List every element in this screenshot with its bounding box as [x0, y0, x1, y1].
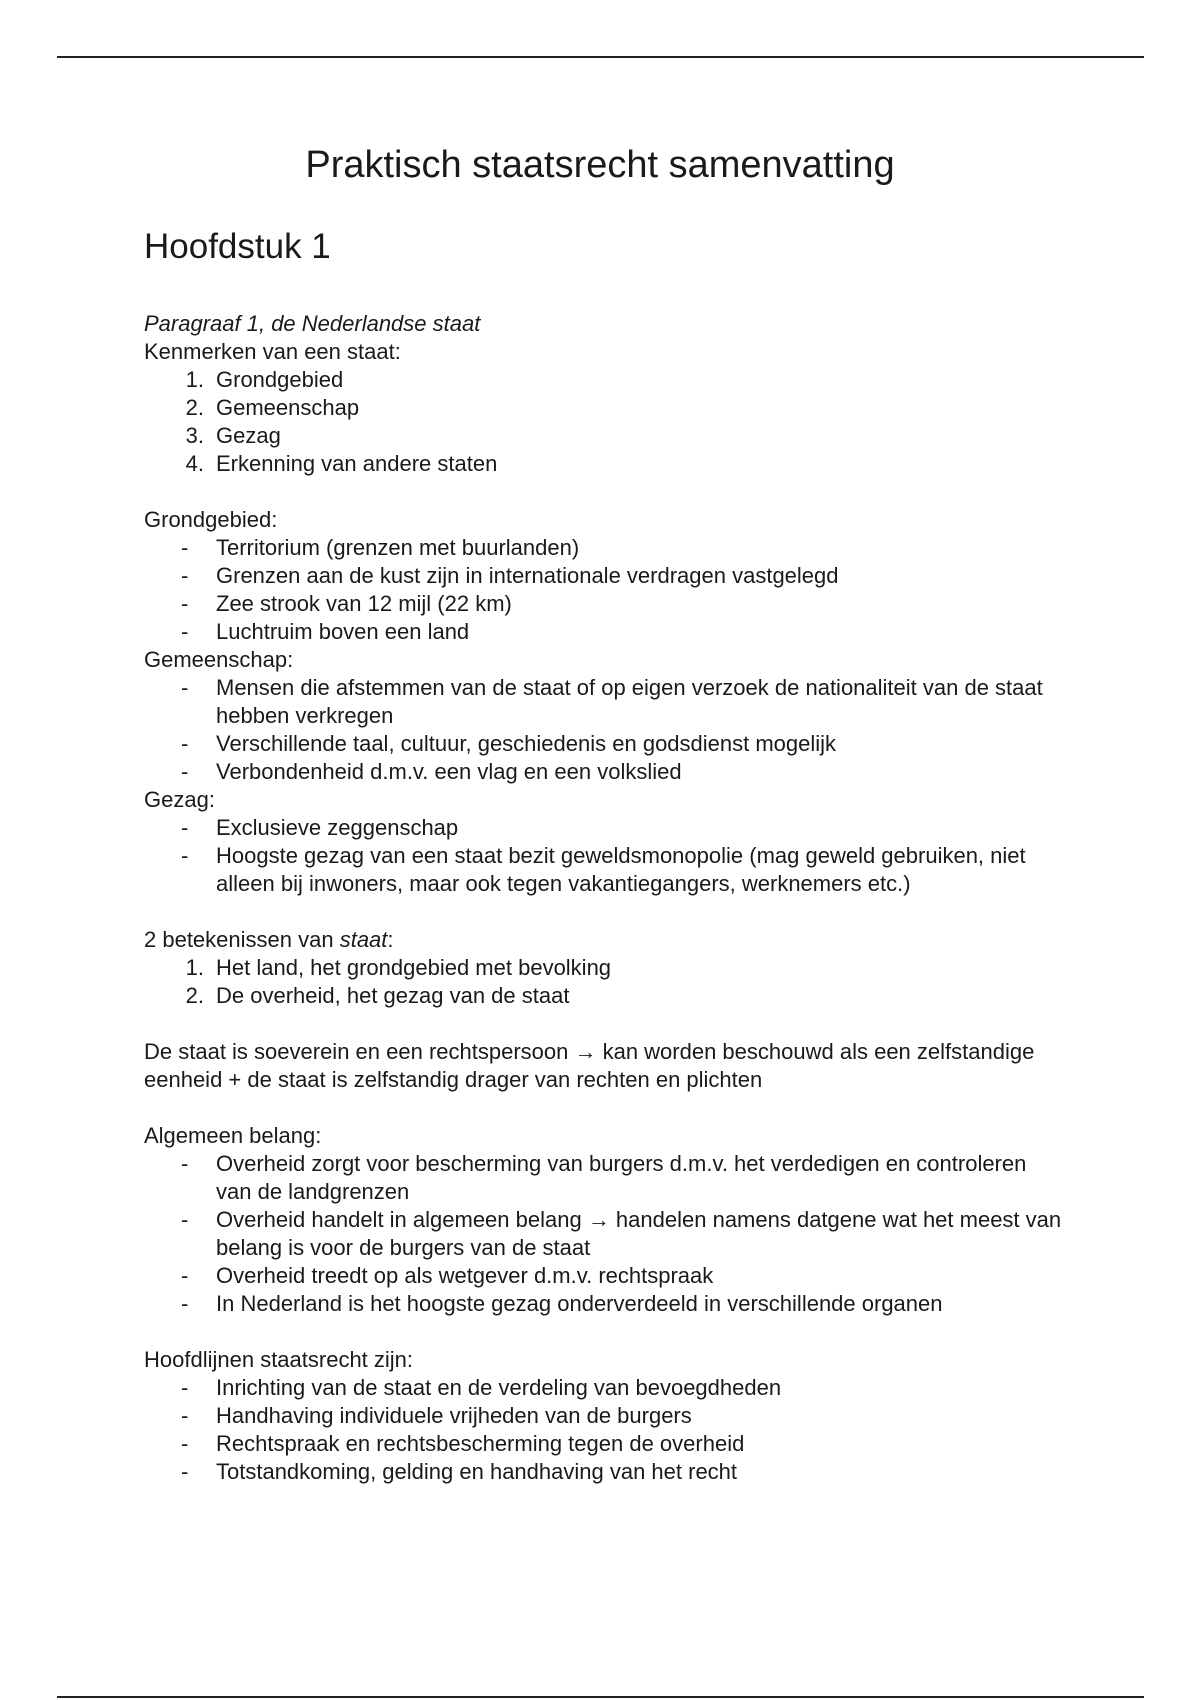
list-item: - Hoogste gezag van een staat bezit geweldsmonopolie (mag geweld gebruiken, niet alleen bij inwoners, maar ook tegen vakantiegangers, werknemers etc.) [181, 843, 1026, 896]
list-item: - Grenzen aan de kust zijn in internationale verdragen vastgelegd [181, 563, 839, 588]
gezag-label: Gezag: [144, 787, 215, 812]
list-item: - Territorium (grenzen met buurlanden) [181, 535, 580, 560]
list-item: - Totstandkoming, gelding en handhaving van het recht [181, 1459, 738, 1484]
list-item: 1. Grondgebied [185, 367, 344, 392]
list-item: 3. Gezag [185, 423, 281, 448]
kenmerken-list [144, 366, 1064, 478]
algemeen-belang-list [144, 1150, 1064, 1318]
hoofdlijnen-label: Hoofdlijnen staatsrecht zijn: [144, 1347, 414, 1372]
top-rule [57, 56, 1144, 58]
list-item: - Mensen die afstemmen van de staat of op eigen verzoek de nationaliteit van de staat hebben verkregen [181, 675, 1043, 728]
list-item: - Handhaving individuele vrijheden van de burgers [181, 1403, 692, 1428]
grondgebied-label: Grondgebied: [144, 507, 278, 532]
list-item: 2. Gemeenschap [185, 395, 360, 420]
list-item: - Verbondenheid d.m.v. een vlag en een volkslied [181, 759, 682, 784]
list-item: 2. De overheid, het gezag van de staat [185, 983, 570, 1008]
hoofdlijnen-list [144, 1374, 1064, 1486]
list-item: - Overheid zorgt voor bescherming van burgers d.m.v. het verdedigen en controleren van de landgrenzen [181, 1151, 1027, 1204]
bottom-rule [57, 1696, 1144, 1698]
list-item: - Overheid handelt in algemeen belang → handelen namens datgene wat het meest van belang is voor de burgers van de staat [181, 1207, 1062, 1260]
algemeen-belang-label: Algemeen belang: [144, 1123, 322, 1148]
list-item: - Inrichting van de staat en de verdeling van bevoegdheden [181, 1375, 782, 1400]
betekenissen-list [144, 954, 1064, 1010]
chapter-heading: Hoofdstuk 1 [144, 227, 331, 266]
list-item: - Rechtspraak en rechtsbescherming tegen de overheid [181, 1431, 745, 1456]
soeverein-paragraph: De staat is soeverein en een rechtspersoon → kan worden beschouwd als een zelfstandige eenheid + de staat is zelfstandig drager van rechten en plichten [144, 1039, 1035, 1092]
list-item: - Exclusieve zeggenschap [181, 815, 459, 840]
list-item: - Verschillende taal, cultuur, geschiedenis en godsdienst mogelijk [181, 731, 837, 756]
list-item: - In Nederland is het hoogste gezag onderverdeeld in verschillende organen [181, 1291, 943, 1316]
gemeenschap-label: Gemeenschap: [144, 647, 294, 672]
list-item: - Luchtruim boven een land [181, 619, 470, 644]
gezag-list [144, 814, 1064, 898]
list-item: 1. Het land, het grondgebied met bevolking [185, 955, 612, 980]
gemeenschap-list [144, 674, 1064, 786]
kenmerken-label: Kenmerken van een staat: [144, 339, 401, 364]
paragraph-heading: Paragraaf 1, de Nederlandse staat [144, 311, 481, 336]
betekenissen-label: 2 betekenissen van staat: [144, 927, 394, 952]
list-item: - Zee strook van 12 mijl (22 km) [181, 591, 512, 616]
list-item: - Overheid treedt op als wetgever d.m.v. rechtspraak [181, 1263, 714, 1288]
list-item: 4. Erkenning van andere staten [185, 451, 498, 476]
document-title: Praktisch staatsrecht samenvatting [305, 144, 895, 186]
grondgebied-list [144, 534, 1064, 646]
document-body [144, 310, 1064, 1486]
